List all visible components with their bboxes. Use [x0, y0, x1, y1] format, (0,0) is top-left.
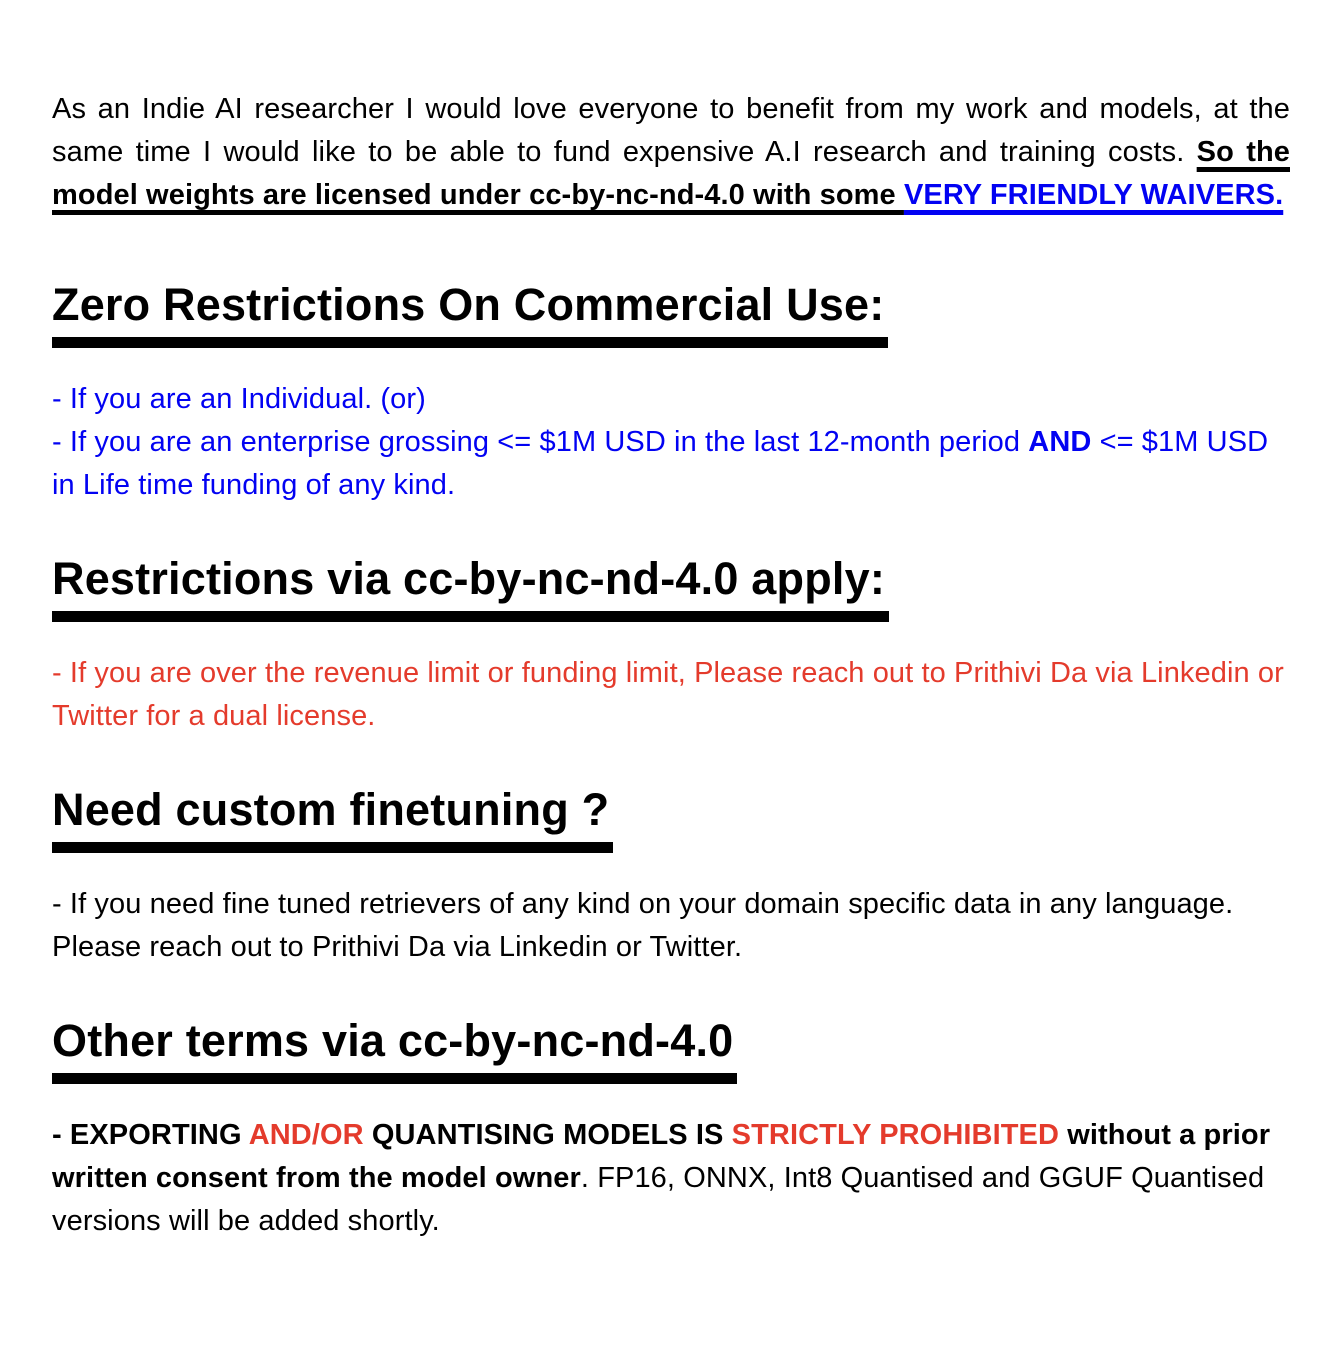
- commercial-item-individual: - If you are an Individual. (or): [52, 383, 426, 415]
- heading-restrictions-apply: Restrictions via cc-by-nc-nd-4.0 apply:: [52, 553, 889, 622]
- enterprise-text-post: <= $1M USD in Life time funding of any kind.: [52, 426, 1269, 501]
- intro-paragraph: [52, 88, 1290, 217]
- intro-bold-underlined-run: So the model weights are licensed under cc-by-nc-nd-4.0 with some: [52, 136, 1290, 211]
- heading-need-custom-finetuning: Need custom finetuning ?: [52, 784, 613, 853]
- restrictions-body: - If you are over the revenue limit or funding limit, Please reach out to Prithivi Da via Linkedin or Twitter for a dual license.: [52, 657, 1284, 732]
- section-restrictions-heading-block: [52, 507, 1290, 652]
- finetuning-body: - If you need fine tuned retrievers of any kind on your domain specific data in any language. Please reach out to Prithivi Da via Linkedin or Twitter.: [52, 888, 1234, 963]
- quantising-bold-run: QUANTISING MODELS IS: [363, 1119, 732, 1151]
- other-terms-body: [52, 1114, 1290, 1243]
- strictly-prohibited-red-run: STRICTLY PROHIBITED: [731, 1119, 1060, 1151]
- exporting-bold-run: - EXPORTING: [52, 1119, 249, 1151]
- heading-other-terms: Other terms via cc-by-nc-nd-4.0: [52, 1015, 737, 1084]
- intro-text-run: As an Indie AI researcher I would love everyone to benefit from my work and models, at the same time I would like to be able to fund expensive A.I research and training costs.: [52, 93, 1290, 168]
- enterprise-and-bold: AND: [1028, 426, 1092, 458]
- section-other-terms-heading-block: [52, 969, 1290, 1114]
- heading-zero-restrictions: Zero Restrictions On Commercial Use:: [52, 279, 888, 348]
- very-friendly-waivers-link[interactable]: VERY FRIENDLY WAIVERS.: [903, 179, 1284, 211]
- commercial-item-enterprise: [52, 421, 1290, 507]
- section-commercial-heading-block: [52, 233, 1290, 378]
- enterprise-text-pre: - If you are an enterprise grossing <= $1M USD in the last 12-month period: [52, 426, 1029, 458]
- written-consent-bold-run: without a prior written consent from the model owner: [52, 1119, 1271, 1194]
- section-finetuning-heading-block: [52, 738, 1290, 883]
- quantised-versions-text-run: . FP16, ONNX, Int8 Quantised and GGUF Quantised versions will be added shortly.: [52, 1162, 1265, 1237]
- commercial-use-list: [52, 378, 1290, 507]
- and-or-red-run: AND/OR: [248, 1119, 364, 1151]
